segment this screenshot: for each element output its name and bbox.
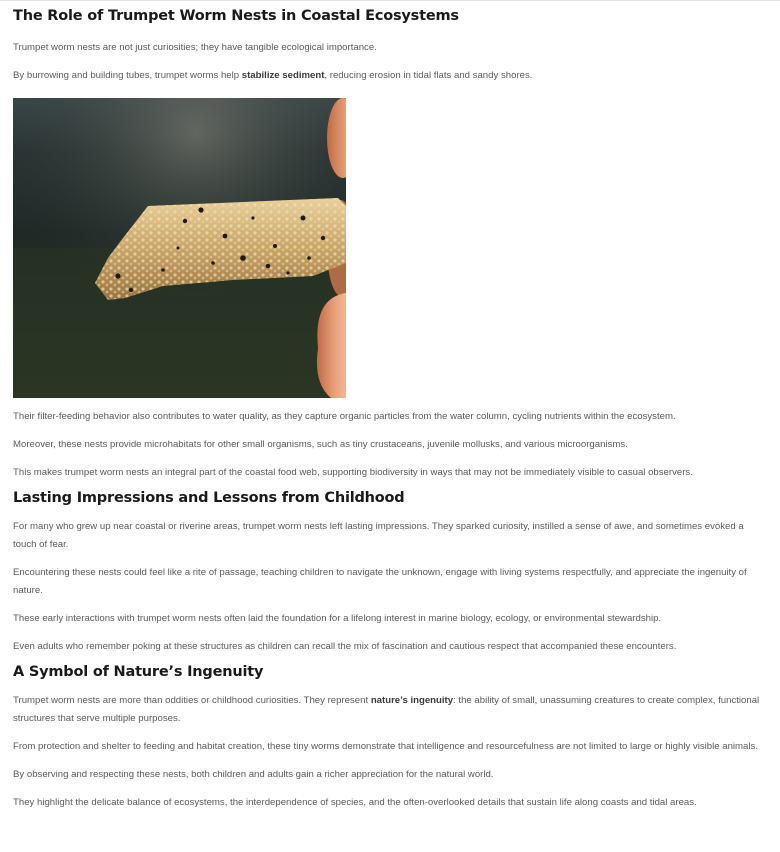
photo-illustration <box>13 98 346 398</box>
paragraph: For many who grew up near coastal or riverine areas, trumpet worm nests left lasting impressions. They sparked curiosity, instilled a sense of awe, and sometimes evoked a touch of fear. <box>13 521 744 550</box>
paragraph: Even adults who remember poking at these structures as children can recall the mix of fascination and cautious respect that accompanied these encounters. <box>13 641 677 652</box>
paragraph: Trumpet worm nests are not just curiosities; they have tangible ecological importance. <box>13 42 377 53</box>
paragraph-text: : the ability of small, unassuming creatures to create complex, functional structures that serve multiple purposes. <box>13 695 760 724</box>
paragraph <box>13 692 762 728</box>
heading-childhood: Lasting Impressions and Lessons from Childhood <box>13 490 405 506</box>
paragraph: These early interactions with trumpet worm nests often laid the foundation for a lifelong interest in marine biology, ecology, or environmental stewardship. <box>13 613 662 624</box>
paragraph-text: Trumpet worm nests are more than oddities or childhood curiosities. They represent <box>13 695 371 706</box>
article <box>0 6 780 812</box>
paragraph: From protection and shelter to feeding and habitat creation, these tiny worms demonstrate that intelligence and resourcefulness are not limited to large or highly visible animals. <box>13 741 758 752</box>
paragraph-text: By burrowing and building tubes, trumpet worms help <box>13 70 242 81</box>
bold-text: stabilize sediment <box>241 70 325 81</box>
paragraph: Their filter-feeding behavior also contributes to water quality, as they capture organic particles from the water column, cycling nutrients within the ecosystem. <box>13 411 676 422</box>
paragraph: Encountering these nests could feel like a rite of passage, teaching children to navigate the unknown, engage with living systems respectfully, and appreciate the ingenuity of nature. <box>13 567 747 596</box>
paragraph: They highlight the delicate balance of ecosystems, the interdependence of species, and the often-overlooked details that sustain life along coasts and tidal areas. <box>13 797 697 808</box>
heading-coastal-ecosystems: The Role of Trumpet Worm Nests in Coastal Ecosystems <box>13 8 459 24</box>
paragraph: This makes trumpet worm nests an integral part of the coastal food web, supporting biodiversity in ways that may not be immediately visible to casual observers. <box>13 467 693 478</box>
bold-text: nature’s ingenuity <box>370 695 454 706</box>
paragraph <box>13 67 762 85</box>
paragraph: Moreover, these nests provide microhabitats for other small organisms, such as tiny crustaceans, juvenile mollusks, and various microorganisms. <box>13 439 628 450</box>
paragraph: By observing and respecting these nests, both children and adults gain a richer appreciation for the natural world. <box>13 769 494 780</box>
paragraph-text: , reducing erosion in tidal flats and sandy shores. <box>324 70 533 81</box>
trumpet-worm-nest-photo <box>13 98 346 398</box>
heading-natures-ingenuity: A Symbol of Nature’s Ingenuity <box>13 664 264 680</box>
